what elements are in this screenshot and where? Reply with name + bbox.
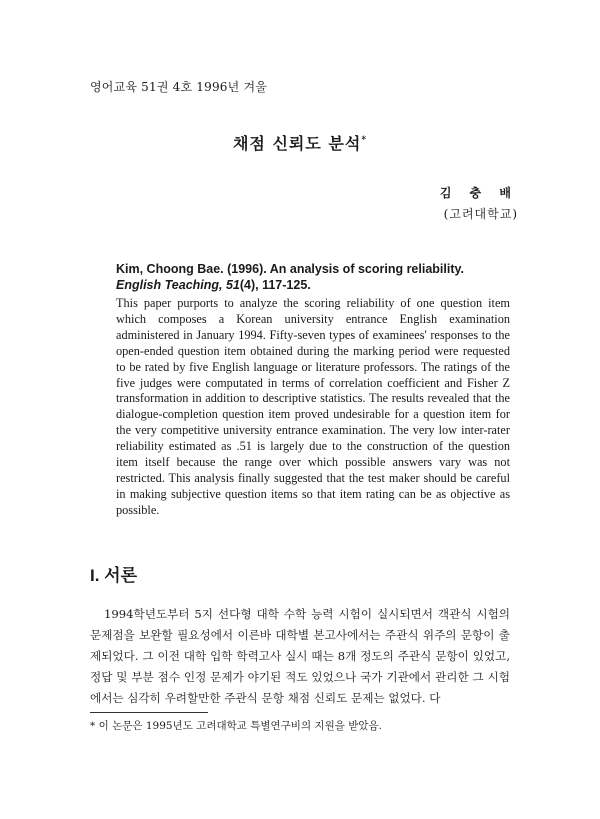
article-title: [0, 131, 600, 154]
citation-journal: English Teaching, 51: [116, 278, 240, 292]
title-footnote-mark: *: [361, 135, 368, 146]
citation: [116, 261, 510, 293]
citation-authors-year: Kim, Choong Bae. (1996). An analysis of scoring reliability.: [116, 262, 464, 276]
author-name: 김 충 배: [439, 186, 518, 200]
footnote: * 이 논문은 1995년도 고려대학교 특별연구비의 지원을 받았음.: [90, 720, 382, 732]
article-title-text: 채점 신뢰도 분석: [232, 134, 362, 153]
journal-header: 영어교육 51권 4호 1996년 겨울: [90, 80, 268, 94]
abstract: This paper purports to analyze the scoring reliability of one question item which composes a Korean university entrance English examination administered in January 1994. Fifty-seven types of examinees' responses to the open-ended question item obtained during the marking period were requested to be rated by five English language or literature professors. The ratings of the five judges were computated in terms of correlation coefficient and Fisher Z transformation in addition to descriptive statistics. The results revealed that the dialogue-completion question item proved undesirable for a question item for the very competitive university entrance examination. The very low inter-rater reliability estimated as .51 is largely due to the construction of the question item itself because the range over which possible answers vary was not restricted. This analysis finally suggested that the test maker should be careful in making subjective question items so that item rating can be as objective as possible.: [116, 296, 510, 517]
author-affiliation: (고려대학교): [443, 207, 518, 221]
footnote-divider: [90, 712, 208, 713]
section-paragraph: 1994학년도부터 5지 선다형 대학 수학 능력 시험이 실시되면서 객관식 시험의 문제점을 보완할 필요성에서 이른바 대학별 본고사에서는 주관식 위주의 문항이 출제되었다. 그 이전 대학 입학 학력고사 실시 때는 8개 정도의 주관식 문항이 있었고, 정답 및 부분 점수 인정 문제가 야기된 적도 있었으나 국가 기관에서 관리한 그 시험에서는 심각히 우려할만한 주관식 문항 채점 신뢰도 문제는 없었다. 다: [90, 607, 510, 705]
section-heading: I. 서론: [90, 566, 138, 585]
citation-issue-pages: (4), 117-125.: [239, 278, 311, 292]
